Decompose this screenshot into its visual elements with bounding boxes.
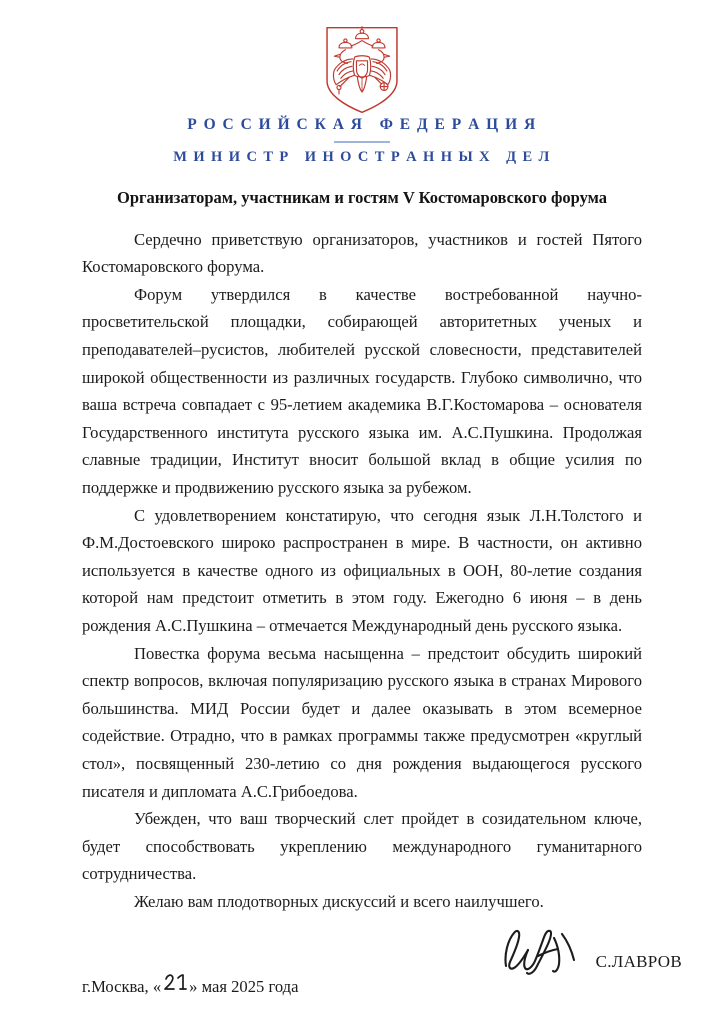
letter-paragraph: Сердечно приветствую организаторов, участников и гостей Пятого Костомаровского форума. <box>82 229 642 277</box>
date-suffix: » мая 2025 года <box>189 977 299 996</box>
date-prefix: г.Москва, « <box>82 977 162 996</box>
letter-paragraph: Форум утвердился в качестве востребованной научно-просветительской площадки, собирающей авторитетных ученых и преподавателей–русистов, любителей русской словесности, представителей широкой общественности из различных государств. Глубоко символично, что ваша встреча совпадает с 95-летием академика В.Г.Костомарова – основателя Государственного института русского языка им. А.С.Пушкина. Продолжая славные традиции, Институт вносит большой вклад в общие усилия по поддержке и продвижению русского языка за рубежом. <box>82 284 642 497</box>
coat-of-arms-emblem <box>0 24 724 116</box>
signature-block <box>82 922 682 974</box>
letter-paragraph: С удовлетворением констатирую, что сегодня язык Л.Н.Толстого и Ф.М.Достоевского широко распространен в мире. В частности, он активно используется в качестве одного из официальных в ООН, 80-летие создания которой нам предстоит отметить в этом году. Ежегодно 6 июня – в день рождения А.С.Пушкина – отмечается Международный день русского языка. <box>82 505 642 635</box>
letter-paragraph: Повестка форума весьма насыщенна – предстоит обсудить широкий спектр вопросов, включая популяризацию русского языка в странах Мирового большинства. МИД России будет и далее оказывать в этом всемерное содействие. Отрадно, что в рамках программы также предусмотрен «круглый стол», посвященный 230-летию со дня рождения выдающегося русского писателя и дипломата А.С.Грибоедова. <box>82 643 642 801</box>
handwritten-signature-icon <box>498 926 594 976</box>
letterhead-divider <box>334 141 390 143</box>
russian-coat-of-arms-icon <box>316 24 408 116</box>
letter-body <box>82 188 642 915</box>
letter-paragraph: Убежден, что ваш творческий слет пройдет в созидательном ключе, будет способствовать укреплению международного гуманитарного сотрудничества. <box>82 809 642 884</box>
letterhead <box>0 116 724 166</box>
letter-paragraph: Желаю вам плодотворных дискуссий и всего наилучшего. <box>134 891 544 911</box>
date-line <box>82 972 298 997</box>
letterhead-country-line: Р О С С И Й С К А Я Ф Е Д Е Р А Ц И Я <box>187 116 537 133</box>
letter-addressee-title: Организаторам, участникам и гостям V Костомаровского форума <box>117 188 607 207</box>
handwritten-day-number-icon <box>162 972 188 992</box>
signature-name: С.ЛАВРОВ <box>595 952 682 971</box>
letterhead-office-line: М И Н И С Т Р И Н О С Т Р А Н Н Ы Х Д Е Л <box>173 149 551 165</box>
